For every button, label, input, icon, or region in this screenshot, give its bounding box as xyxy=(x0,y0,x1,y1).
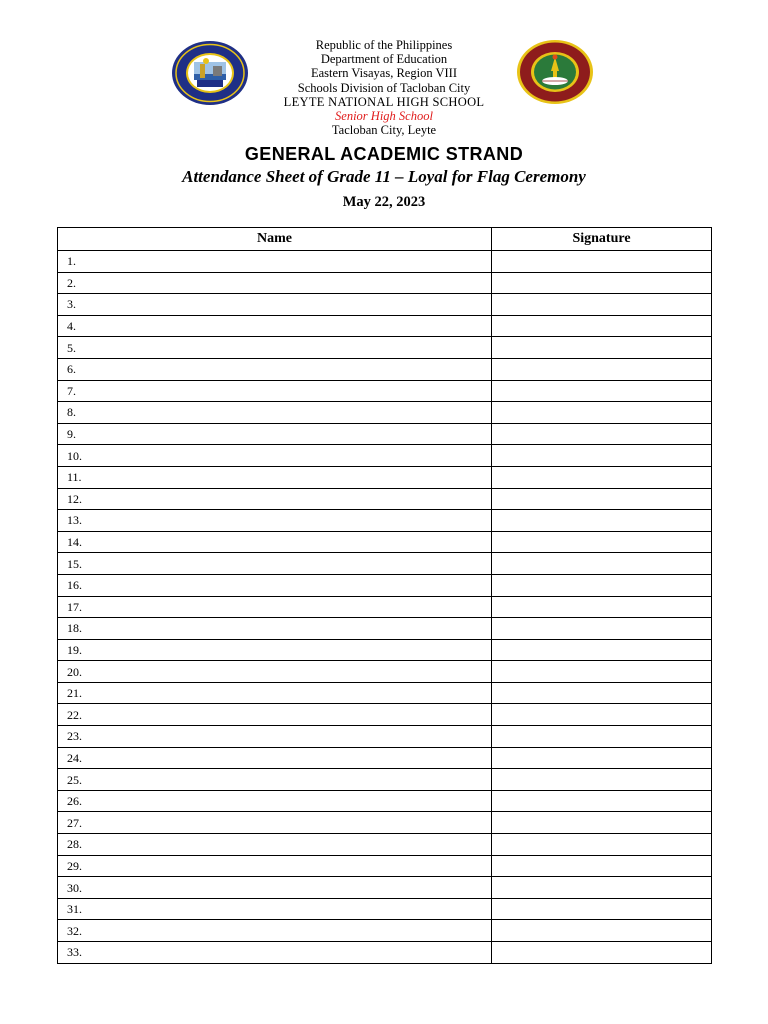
table-row xyxy=(58,380,712,402)
table-row xyxy=(58,747,712,769)
name-cell[interactable]: 1. xyxy=(58,251,492,273)
table-row xyxy=(58,574,712,596)
table-row xyxy=(58,294,712,316)
header-region: Eastern Visayas, Region VIII xyxy=(311,66,457,81)
signature-cell[interactable] xyxy=(492,747,712,769)
table-row xyxy=(58,596,712,618)
signature-cell[interactable] xyxy=(492,531,712,553)
signature-cell[interactable] xyxy=(492,855,712,877)
name-cell[interactable]: 32. xyxy=(58,920,492,942)
name-cell[interactable]: 19. xyxy=(58,639,492,661)
name-cell[interactable]: 20. xyxy=(58,661,492,683)
table-row xyxy=(58,358,712,380)
table-row xyxy=(58,898,712,920)
table-row xyxy=(58,682,712,704)
signature-cell[interactable] xyxy=(492,942,712,964)
table-row xyxy=(58,272,712,294)
signature-cell[interactable] xyxy=(492,877,712,899)
table-row xyxy=(58,769,712,791)
name-cell[interactable]: 9. xyxy=(58,423,492,445)
signature-cell[interactable] xyxy=(492,596,712,618)
signature-cell[interactable] xyxy=(492,790,712,812)
name-cell[interactable]: 3. xyxy=(58,294,492,316)
name-cell[interactable]: 6. xyxy=(58,358,492,380)
name-cell[interactable]: 25. xyxy=(58,769,492,791)
name-cell[interactable]: 14. xyxy=(58,531,492,553)
table-row xyxy=(58,877,712,899)
signature-cell[interactable] xyxy=(492,726,712,748)
table-row xyxy=(58,510,712,532)
table-row xyxy=(58,639,712,661)
signature-cell[interactable] xyxy=(492,294,712,316)
header-division: Schools Division of Tacloban City xyxy=(297,80,471,95)
name-cell[interactable]: 13. xyxy=(58,510,492,532)
name-cell[interactable]: 28. xyxy=(58,834,492,856)
table-row xyxy=(58,790,712,812)
name-cell[interactable]: 12. xyxy=(58,488,492,510)
name-cell[interactable]: 10. xyxy=(58,445,492,467)
name-cell[interactable]: 17. xyxy=(58,596,492,618)
name-cell[interactable]: 33. xyxy=(58,942,492,964)
header-department: Department of Education xyxy=(320,52,448,67)
name-cell[interactable]: 21. xyxy=(58,682,492,704)
signature-cell[interactable] xyxy=(492,834,712,856)
signature-cell[interactable] xyxy=(492,358,712,380)
table-row xyxy=(58,553,712,575)
document-title: GENERAL ACADEMIC STRAND xyxy=(244,144,524,164)
table-row xyxy=(58,315,712,337)
table-row xyxy=(58,834,712,856)
signature-cell[interactable] xyxy=(492,466,712,488)
signature-cell[interactable] xyxy=(492,574,712,596)
name-cell[interactable]: 29. xyxy=(58,855,492,877)
school-header xyxy=(234,38,534,137)
table-row xyxy=(58,445,712,467)
table-row xyxy=(58,704,712,726)
name-cell[interactable]: 4. xyxy=(58,315,492,337)
name-cell[interactable]: 30. xyxy=(58,877,492,899)
name-cell[interactable]: 18. xyxy=(58,618,492,640)
signature-cell[interactable] xyxy=(492,488,712,510)
signature-cell[interactable] xyxy=(492,402,712,424)
table-row xyxy=(58,920,712,942)
document-date: May 22, 2023 xyxy=(342,194,426,210)
name-cell[interactable]: 16. xyxy=(58,574,492,596)
signature-cell[interactable] xyxy=(492,380,712,402)
table-row xyxy=(58,402,712,424)
name-cell[interactable]: 8. xyxy=(58,402,492,424)
signature-cell[interactable] xyxy=(492,661,712,683)
table-row xyxy=(58,531,712,553)
table-row xyxy=(58,855,712,877)
table-row xyxy=(58,942,712,964)
name-cell[interactable]: 15. xyxy=(58,553,492,575)
table-row xyxy=(58,661,712,683)
name-cell[interactable]: 24. xyxy=(58,747,492,769)
signature-cell[interactable] xyxy=(492,704,712,726)
header-republic: Republic of the Philippines xyxy=(315,38,453,52)
signature-cell[interactable] xyxy=(492,920,712,942)
attendance-table xyxy=(57,227,712,964)
name-cell[interactable]: 7. xyxy=(58,380,492,402)
name-cell[interactable]: 22. xyxy=(58,704,492,726)
name-cell[interactable]: 31. xyxy=(58,898,492,920)
column-header-name: Name xyxy=(58,228,492,251)
signature-cell[interactable] xyxy=(492,510,712,532)
signature-cell[interactable] xyxy=(492,272,712,294)
header-school-name: LEYTE NATIONAL HIGH SCHOOL xyxy=(283,94,485,109)
table-row xyxy=(58,812,712,834)
column-header-signature: Signature xyxy=(492,228,712,251)
signature-cell[interactable] xyxy=(492,251,712,273)
header-senior-high-school: Senior High School xyxy=(335,109,433,124)
table-row xyxy=(58,466,712,488)
table-row xyxy=(58,488,712,510)
name-cell[interactable]: 11. xyxy=(58,466,492,488)
signature-cell[interactable] xyxy=(492,618,712,640)
name-cell[interactable]: 23. xyxy=(58,726,492,748)
table-row xyxy=(58,251,712,273)
table-row xyxy=(58,337,712,359)
header-address: Tacloban City, Leyte xyxy=(331,123,437,138)
table-row xyxy=(58,618,712,640)
signature-cell[interactable] xyxy=(492,898,712,920)
signature-cell[interactable] xyxy=(492,812,712,834)
signature-cell[interactable] xyxy=(492,423,712,445)
table-row xyxy=(58,423,712,445)
signature-cell[interactable] xyxy=(492,445,712,467)
document-subtitle: Attendance Sheet of Grade 11 – Loyal for Flag Ceremony xyxy=(182,167,586,186)
signature-cell[interactable] xyxy=(492,639,712,661)
signature-cell[interactable] xyxy=(492,682,712,704)
signature-cell[interactable] xyxy=(492,769,712,791)
table-header-row xyxy=(58,228,712,251)
name-cell[interactable]: 5. xyxy=(58,337,492,359)
name-cell[interactable]: 27. xyxy=(58,812,492,834)
signature-cell[interactable] xyxy=(492,553,712,575)
signature-cell[interactable] xyxy=(492,315,712,337)
name-cell[interactable]: 2. xyxy=(58,272,492,294)
attendance-rows xyxy=(58,251,712,964)
name-cell[interactable]: 26. xyxy=(58,790,492,812)
signature-cell[interactable] xyxy=(492,337,712,359)
table-row xyxy=(58,726,712,748)
